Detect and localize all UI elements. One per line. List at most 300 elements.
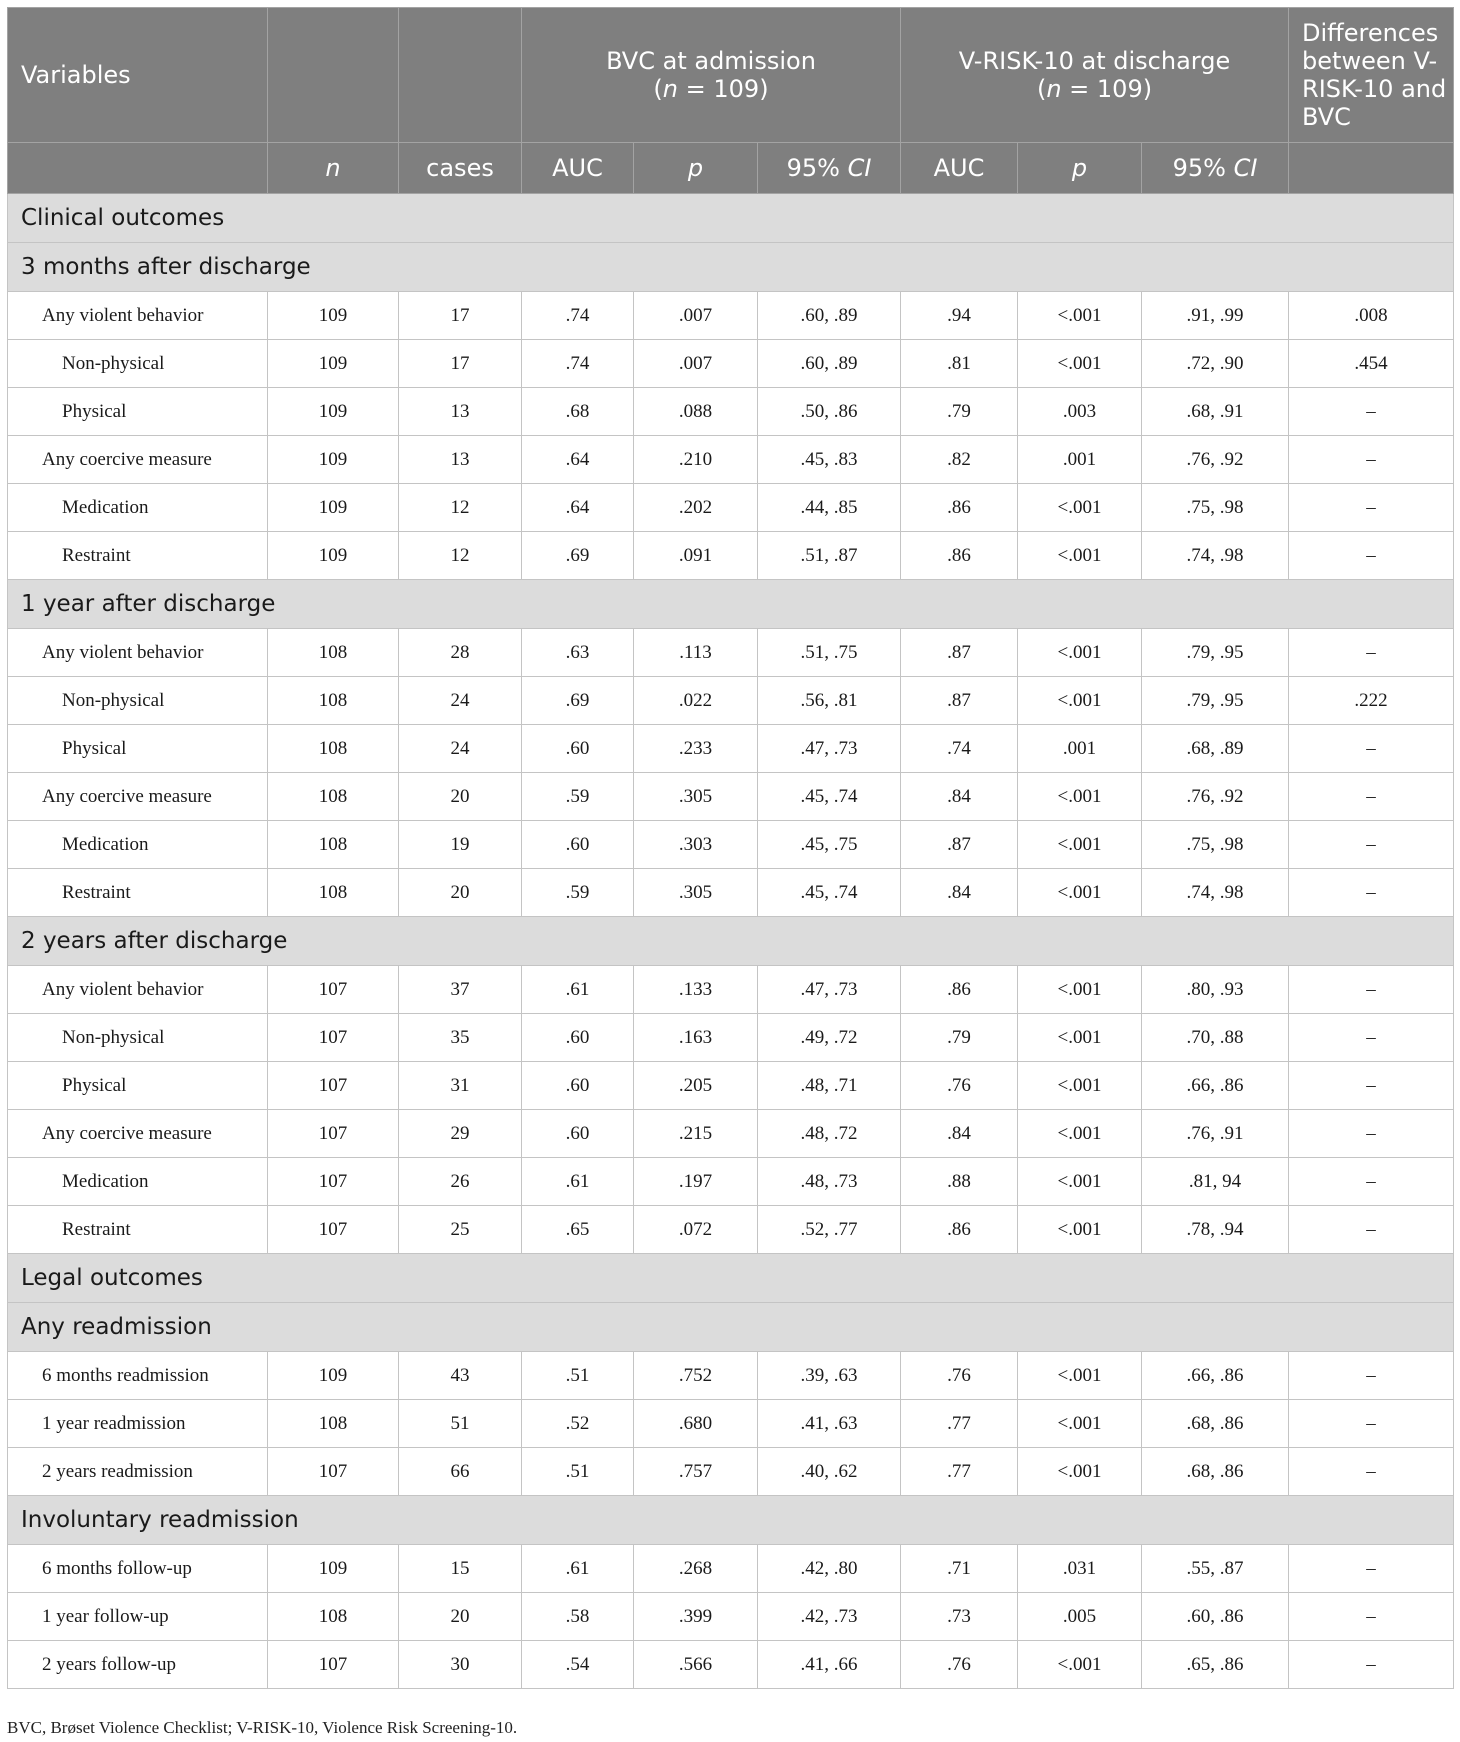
cell-ci2: .70, .88 [1142, 1014, 1289, 1062]
cell-p2: <.001 [1018, 532, 1142, 580]
table-row [8, 340, 1454, 388]
cell-cases: 24 [399, 725, 522, 773]
header-vrisk-n: (n = 109) [1036, 75, 1153, 103]
cell-auc2: .73 [901, 1593, 1018, 1641]
cell-n: 108 [268, 1400, 399, 1448]
cell-cases: 37 [399, 966, 522, 1014]
table-row [8, 773, 1454, 821]
cell-auc2: .86 [901, 532, 1018, 580]
cell-ci1: .42, .80 [758, 1545, 901, 1593]
cell-p1: .757 [634, 1448, 758, 1496]
cell-ci1: .51, .75 [758, 629, 901, 677]
cell-n: 107 [268, 1014, 399, 1062]
cell-ci1: .60, .89 [758, 340, 901, 388]
cell-cases: 19 [399, 821, 522, 869]
cell-ci1: .45, .75 [758, 821, 901, 869]
section-row [8, 1254, 1454, 1303]
cell-cases: 13 [399, 436, 522, 484]
row-label: Restraint [8, 869, 268, 917]
header-bvc-group [522, 8, 901, 143]
row-label: Medication [8, 1158, 268, 1206]
cell-p2: <.001 [1018, 821, 1142, 869]
cell-auc1: .64 [522, 436, 634, 484]
cell-ci1: .51, .87 [758, 532, 901, 580]
cell-ci1: .47, .73 [758, 966, 901, 1014]
cell-n: 109 [268, 292, 399, 340]
section-label: Legal outcomes [8, 1254, 1454, 1303]
cell-n: 107 [268, 1448, 399, 1496]
cell-diff: – [1289, 629, 1454, 677]
cell-auc1: .58 [522, 1593, 634, 1641]
cell-p1: .233 [634, 725, 758, 773]
row-label: Any coercive measure [8, 1110, 268, 1158]
cell-ci1: .41, .66 [758, 1641, 901, 1689]
cell-auc1: .54 [522, 1641, 634, 1689]
cell-ci2: .79, .95 [1142, 677, 1289, 725]
header-bvc-n: (n = 109) [653, 75, 769, 103]
cell-ci2: .74, .98 [1142, 869, 1289, 917]
table-row [8, 1062, 1454, 1110]
cell-cases: 20 [399, 1593, 522, 1641]
cell-p1: .752 [634, 1352, 758, 1400]
cell-cases: 15 [399, 1545, 522, 1593]
cell-p1: .202 [634, 484, 758, 532]
header-p-bvc: p [634, 143, 758, 194]
header-blank-differences [1289, 143, 1454, 194]
cell-n: 108 [268, 1593, 399, 1641]
cell-diff: .008 [1289, 292, 1454, 340]
section-label: Clinical outcomes [8, 194, 1454, 243]
cell-auc1: .61 [522, 966, 634, 1014]
cell-diff: – [1289, 869, 1454, 917]
cell-ci1: .40, .62 [758, 1448, 901, 1496]
section-label: 1 year after discharge [8, 580, 1454, 629]
cell-p2: <.001 [1018, 773, 1142, 821]
cell-ci1: .42, .73 [758, 1593, 901, 1641]
cell-n: 109 [268, 484, 399, 532]
cell-n: 109 [268, 532, 399, 580]
cell-diff: – [1289, 1593, 1454, 1641]
cell-ci1: .45, .83 [758, 436, 901, 484]
section-row [8, 243, 1454, 292]
cell-diff: – [1289, 1110, 1454, 1158]
table-row [8, 292, 1454, 340]
cell-cases: 31 [399, 1062, 522, 1110]
table-row [8, 1352, 1454, 1400]
section-row [8, 917, 1454, 966]
section-label: Any readmission [8, 1303, 1454, 1352]
header-blank-n [268, 8, 399, 143]
cell-p2: <.001 [1018, 966, 1142, 1014]
cell-p1: .133 [634, 966, 758, 1014]
cell-p2: <.001 [1018, 1110, 1142, 1158]
cell-cases: 35 [399, 1014, 522, 1062]
row-label: 6 months readmission [8, 1352, 268, 1400]
row-label: Non-physical [8, 1014, 268, 1062]
cell-ci2: .72, .90 [1142, 340, 1289, 388]
header-vrisk-title: V-RISK-10 at discharge [958, 47, 1231, 75]
table-row [8, 1641, 1454, 1689]
cell-auc2: .94 [901, 292, 1018, 340]
cell-auc1: .63 [522, 629, 634, 677]
cell-cases: 43 [399, 1352, 522, 1400]
cell-n: 109 [268, 340, 399, 388]
row-label: Restraint [8, 1206, 268, 1254]
header-ci-bvc: 95% CI [758, 143, 901, 194]
cell-auc1: .74 [522, 292, 634, 340]
cell-auc2: .88 [901, 1158, 1018, 1206]
cell-ci2: .68, .86 [1142, 1400, 1289, 1448]
cell-auc2: .81 [901, 340, 1018, 388]
cell-p2: <.001 [1018, 677, 1142, 725]
row-label: 1 year readmission [8, 1400, 268, 1448]
table-row [8, 532, 1454, 580]
cell-p2: <.001 [1018, 1352, 1142, 1400]
cell-p1: .399 [634, 1593, 758, 1641]
cell-ci2: .80, .93 [1142, 966, 1289, 1014]
cell-n: 108 [268, 821, 399, 869]
row-label: Any coercive measure [8, 773, 268, 821]
row-label: Restraint [8, 532, 268, 580]
cell-diff: – [1289, 388, 1454, 436]
cell-p1: .566 [634, 1641, 758, 1689]
cell-auc2: .77 [901, 1400, 1018, 1448]
cell-diff: – [1289, 821, 1454, 869]
header-cases: cases [399, 143, 522, 194]
cell-cases: 12 [399, 484, 522, 532]
cell-auc1: .74 [522, 340, 634, 388]
cell-diff: – [1289, 1062, 1454, 1110]
cell-p1: .007 [634, 340, 758, 388]
cell-ci2: .91, .99 [1142, 292, 1289, 340]
cell-ci1: .50, .86 [758, 388, 901, 436]
cell-diff: – [1289, 773, 1454, 821]
cell-p1: .305 [634, 869, 758, 917]
table-footnote: BVC, Brøset Violence Checklist; V-RISK-10, Violence Risk Screening-10. [7, 1718, 518, 1737]
cell-p1: .210 [634, 436, 758, 484]
section-row [8, 194, 1454, 243]
cell-ci1: .41, .63 [758, 1400, 901, 1448]
cell-auc2: .76 [901, 1641, 1018, 1689]
cell-diff: – [1289, 1206, 1454, 1254]
cell-n: 108 [268, 773, 399, 821]
cell-p2: .001 [1018, 436, 1142, 484]
cell-ci2: .68, .91 [1142, 388, 1289, 436]
cell-p1: .072 [634, 1206, 758, 1254]
cell-auc1: .60 [522, 1062, 634, 1110]
cell-cases: 28 [399, 629, 522, 677]
cell-auc1: .69 [522, 677, 634, 725]
cell-diff: .222 [1289, 677, 1454, 725]
table-row [8, 725, 1454, 773]
cell-auc1: .59 [522, 773, 634, 821]
table-header [8, 8, 1454, 194]
cell-p1: .113 [634, 629, 758, 677]
cell-p1: .197 [634, 1158, 758, 1206]
row-label: 1 year follow-up [8, 1593, 268, 1641]
table-row [8, 966, 1454, 1014]
cell-auc2: .71 [901, 1545, 1018, 1593]
table-row [8, 436, 1454, 484]
cell-diff: – [1289, 1014, 1454, 1062]
auc-results-table [7, 7, 1454, 1689]
cell-p2: .005 [1018, 1593, 1142, 1641]
cell-p1: .022 [634, 677, 758, 725]
cell-p2: <.001 [1018, 869, 1142, 917]
cell-auc1: .51 [522, 1352, 634, 1400]
cell-p2: <.001 [1018, 1206, 1142, 1254]
cell-auc1: .51 [522, 1448, 634, 1496]
cell-p1: .215 [634, 1110, 758, 1158]
cell-p1: .205 [634, 1062, 758, 1110]
cell-cases: 66 [399, 1448, 522, 1496]
header-auc-bvc: AUC [522, 143, 634, 194]
cell-ci2: .78, .94 [1142, 1206, 1289, 1254]
cell-ci2: .76, .91 [1142, 1110, 1289, 1158]
cell-diff: – [1289, 1641, 1454, 1689]
table-row [8, 869, 1454, 917]
cell-diff: – [1289, 484, 1454, 532]
cell-p2: .003 [1018, 388, 1142, 436]
cell-auc2: .86 [901, 1206, 1018, 1254]
section-row [8, 1496, 1454, 1545]
cell-n: 109 [268, 436, 399, 484]
cell-p1: .088 [634, 388, 758, 436]
cell-p1: .268 [634, 1545, 758, 1593]
cell-ci1: .45, .74 [758, 773, 901, 821]
cell-auc1: .60 [522, 821, 634, 869]
cell-auc2: .74 [901, 725, 1018, 773]
row-label: 2 years follow-up [8, 1641, 268, 1689]
cell-auc2: .76 [901, 1352, 1018, 1400]
cell-p2: <.001 [1018, 484, 1142, 532]
cell-p1: .303 [634, 821, 758, 869]
cell-ci2: .68, .86 [1142, 1448, 1289, 1496]
cell-auc2: .86 [901, 484, 1018, 532]
cell-auc2: .76 [901, 1062, 1018, 1110]
cell-p1: .091 [634, 532, 758, 580]
cell-auc2: .84 [901, 773, 1018, 821]
cell-auc1: .60 [522, 1110, 634, 1158]
cell-p2: <.001 [1018, 1400, 1142, 1448]
cell-cases: 17 [399, 340, 522, 388]
row-label: Physical [8, 725, 268, 773]
cell-diff: – [1289, 1400, 1454, 1448]
cell-n: 109 [268, 1352, 399, 1400]
cell-p2: <.001 [1018, 1062, 1142, 1110]
cell-p2: <.001 [1018, 1641, 1142, 1689]
cell-auc2: .84 [901, 869, 1018, 917]
cell-p2: <.001 [1018, 1448, 1142, 1496]
cell-auc1: .52 [522, 1400, 634, 1448]
row-label: Physical [8, 388, 268, 436]
header-p-vrisk: p [1018, 143, 1142, 194]
cell-cases: 26 [399, 1158, 522, 1206]
cell-ci2: .60, .86 [1142, 1593, 1289, 1641]
cell-n: 107 [268, 1206, 399, 1254]
cell-ci1: .56, .81 [758, 677, 901, 725]
row-label: Any violent behavior [8, 292, 268, 340]
cell-diff: – [1289, 1448, 1454, 1496]
table-row [8, 1593, 1454, 1641]
table-row [8, 1206, 1454, 1254]
cell-p2: <.001 [1018, 340, 1142, 388]
cell-ci1: .44, .85 [758, 484, 901, 532]
cell-ci2: .81, 94 [1142, 1158, 1289, 1206]
header-blank-variables [8, 143, 268, 194]
cell-ci2: .76, .92 [1142, 436, 1289, 484]
header-vrisk-group [901, 8, 1289, 143]
cell-auc2: .84 [901, 1110, 1018, 1158]
cell-cases: 20 [399, 869, 522, 917]
cell-n: 107 [268, 1641, 399, 1689]
cell-diff: – [1289, 1545, 1454, 1593]
cell-n: 109 [268, 388, 399, 436]
cell-n: 107 [268, 966, 399, 1014]
cell-auc1: .60 [522, 1014, 634, 1062]
cell-cases: 12 [399, 532, 522, 580]
cell-ci2: .74, .98 [1142, 532, 1289, 580]
cell-n: 109 [268, 1545, 399, 1593]
cell-n: 107 [268, 1158, 399, 1206]
cell-diff: – [1289, 966, 1454, 1014]
cell-cases: 13 [399, 388, 522, 436]
cell-p2: <.001 [1018, 1158, 1142, 1206]
cell-ci2: .66, .86 [1142, 1062, 1289, 1110]
cell-auc1: .64 [522, 484, 634, 532]
header-blank-cases [399, 8, 522, 143]
cell-diff: – [1289, 436, 1454, 484]
cell-cases: 29 [399, 1110, 522, 1158]
cell-auc2: .87 [901, 629, 1018, 677]
cell-ci2: .76, .92 [1142, 773, 1289, 821]
cell-auc2: .86 [901, 966, 1018, 1014]
table-row [8, 388, 1454, 436]
cell-auc2: .82 [901, 436, 1018, 484]
cell-auc1: .61 [522, 1545, 634, 1593]
cell-diff: .454 [1289, 340, 1454, 388]
cell-cases: 17 [399, 292, 522, 340]
header-ci-vrisk: 95% CI [1142, 143, 1289, 194]
cell-ci1: .52, .77 [758, 1206, 901, 1254]
cell-p2: <.001 [1018, 1014, 1142, 1062]
cell-auc1: .60 [522, 725, 634, 773]
row-label: Medication [8, 821, 268, 869]
row-label: Any coercive measure [8, 436, 268, 484]
cell-auc1: .61 [522, 1158, 634, 1206]
cell-cases: 51 [399, 1400, 522, 1448]
cell-auc1: .59 [522, 869, 634, 917]
cell-ci2: .79, .95 [1142, 629, 1289, 677]
row-label: 2 years readmission [8, 1448, 268, 1496]
cell-diff: – [1289, 532, 1454, 580]
cell-p2: .031 [1018, 1545, 1142, 1593]
cell-p1: .680 [634, 1400, 758, 1448]
cell-auc1: .69 [522, 532, 634, 580]
cell-cases: 20 [399, 773, 522, 821]
section-label: 2 years after discharge [8, 917, 1454, 966]
table-row [8, 1158, 1454, 1206]
cell-ci2: .75, .98 [1142, 821, 1289, 869]
header-variables: Variables [8, 8, 268, 143]
row-label: Physical [8, 1062, 268, 1110]
section-row [8, 1303, 1454, 1352]
cell-auc2: .77 [901, 1448, 1018, 1496]
table-row [8, 484, 1454, 532]
cell-ci1: .47, .73 [758, 725, 901, 773]
cell-p2: .001 [1018, 725, 1142, 773]
header-n: n [268, 143, 399, 194]
cell-p1: .305 [634, 773, 758, 821]
table-row [8, 629, 1454, 677]
cell-ci2: .66, .86 [1142, 1352, 1289, 1400]
cell-auc1: .65 [522, 1206, 634, 1254]
cell-cases: 30 [399, 1641, 522, 1689]
cell-auc2: .87 [901, 677, 1018, 725]
table-row [8, 1448, 1454, 1496]
cell-auc2: .79 [901, 388, 1018, 436]
cell-ci1: .39, .63 [758, 1352, 901, 1400]
cell-ci1: .48, .73 [758, 1158, 901, 1206]
cell-auc2: .87 [901, 821, 1018, 869]
cell-n: 108 [268, 677, 399, 725]
row-label: Medication [8, 484, 268, 532]
cell-ci2: .75, .98 [1142, 484, 1289, 532]
cell-n: 107 [268, 1062, 399, 1110]
cell-ci1: .45, .74 [758, 869, 901, 917]
cell-ci1: .48, .71 [758, 1062, 901, 1110]
cell-ci2: .68, .89 [1142, 725, 1289, 773]
row-label: Any violent behavior [8, 629, 268, 677]
table-container [7, 7, 1453, 1689]
header-differences: Differences between V-RISK-10 and BVC [1289, 8, 1454, 143]
section-row [8, 580, 1454, 629]
row-label: 6 months follow-up [8, 1545, 268, 1593]
row-label: Any violent behavior [8, 966, 268, 1014]
cell-p2: <.001 [1018, 629, 1142, 677]
cell-ci1: .49, .72 [758, 1014, 901, 1062]
section-label: Involuntary readmission [8, 1496, 1454, 1545]
table-row [8, 821, 1454, 869]
cell-n: 108 [268, 725, 399, 773]
table-row [8, 677, 1454, 725]
cell-cases: 25 [399, 1206, 522, 1254]
cell-p1: .007 [634, 292, 758, 340]
cell-n: 108 [268, 629, 399, 677]
table-body [8, 194, 1454, 1689]
cell-diff: – [1289, 1352, 1454, 1400]
cell-ci2: .55, .87 [1142, 1545, 1289, 1593]
cell-n: 108 [268, 869, 399, 917]
cell-auc1: .68 [522, 388, 634, 436]
cell-n: 107 [268, 1110, 399, 1158]
cell-diff: – [1289, 725, 1454, 773]
header-auc-vrisk: AUC [901, 143, 1018, 194]
cell-ci1: .60, .89 [758, 292, 901, 340]
header-bvc-title: BVC at admission [606, 47, 816, 75]
table-row [8, 1545, 1454, 1593]
table-row [8, 1400, 1454, 1448]
cell-ci2: .65, .86 [1142, 1641, 1289, 1689]
cell-auc2: .79 [901, 1014, 1018, 1062]
cell-cases: 24 [399, 677, 522, 725]
row-label: Non-physical [8, 340, 268, 388]
table-row [8, 1014, 1454, 1062]
section-label: 3 months after discharge [8, 243, 1454, 292]
table-row [8, 1110, 1454, 1158]
cell-p1: .163 [634, 1014, 758, 1062]
row-label: Non-physical [8, 677, 268, 725]
